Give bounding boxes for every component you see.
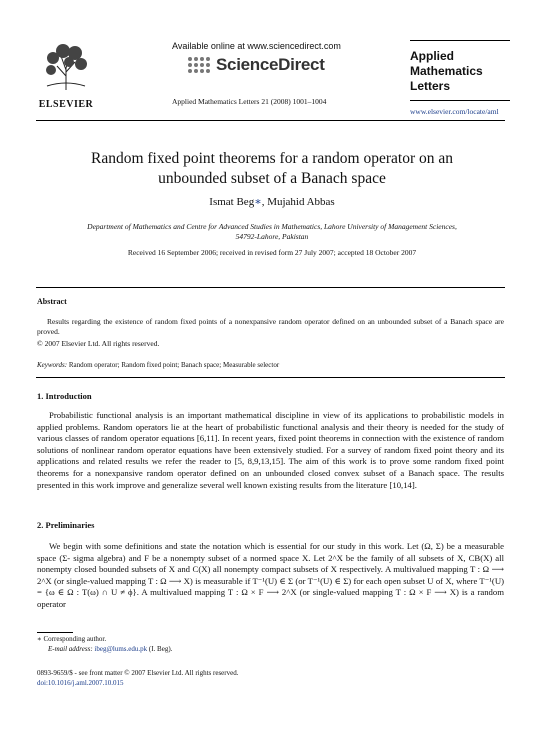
journal-url-link[interactable]: www.elsevier.com/locate/aml bbox=[410, 107, 499, 116]
affiliation-line-2: 54792-Lahore, Pakistan bbox=[235, 232, 309, 241]
footnote-text: Corresponding author. bbox=[41, 635, 107, 643]
header-rule bbox=[36, 120, 505, 121]
preliminaries-body bbox=[37, 541, 504, 611]
preliminaries-paragraph: We begin with some definitions and state the notation which is essential for our study in this work. Let (Ω, Σ) be a measurable space (Σ- sigma algebra) and F be a nonempty subset of a normed space X. Let 2^X be the family of all subsets of X, CB(X) all nonempty closed bounded subsets of X and C(X) all nonempty compact subsets of X respectively. A multivalued mapping T : Ω ⟶ 2^X (or single-valued mapping T : Ω ⟶ X) is measurable if T⁻¹(U) ∈ Σ (or T⁻¹(U) ∈ Σ) for each open subset U of X, where T⁻¹(U) = {ω ∈ Ω : T(ω) ∩ U ≠ ϕ}. A multivalued mapping T : Ω × F ⟶ 2^X (or single-valued mapping T : Ω × F ⟶ X) is a random operator bbox=[37, 541, 504, 609]
elsevier-wordmark: ELSEVIER bbox=[38, 99, 94, 110]
article-title bbox=[40, 149, 504, 189]
abstract-text: Results regarding the existence of random fixed points of a nonexpansive random operator defined on an unbounded subset of a Banach space are proved. bbox=[37, 317, 504, 336]
abstract-bottom-rule bbox=[36, 377, 505, 378]
doi-link[interactable]: doi:10.1016/j.aml.2007.10.015 bbox=[37, 679, 124, 687]
email-label: E-mail address: bbox=[48, 645, 93, 653]
available-online-text: Available online at www.sciencedirect.com bbox=[172, 41, 341, 51]
affiliation bbox=[50, 222, 494, 242]
introduction-paragraph: Probabilistic functional analysis is an important mathematical discipline in view of its applications to probabilistic models in applied problems. Random operators lie at the heart of probabilistic functional analysis and their theory is needed for the study of various classes of random operator equations [6,11]. In recent years, fixed point theorems in connection with the existence of random solutions of nonlinear random operator equations have been extensively studied. For a survey of random fixed point theory and its applications and related results we refer the reader to [5, 8,9,13,15]. The aim of this work is to prove some random fixed point theorems for a nonexpansive random operator defined on an unbounded closed convex subset of a Banach space. The results presented in this work improve and generalize several well known existing results from the literature [10,14]. bbox=[37, 410, 504, 490]
journal-title-line-2: Mathematics bbox=[410, 64, 483, 78]
footnote-mark: ∗ bbox=[37, 635, 42, 643]
issn-line: 0893-9659/$ - see front matter © 2007 Elsevier Ltd. All rights reserved. bbox=[37, 669, 239, 677]
abstract-heading: Abstract bbox=[37, 297, 67, 306]
abstract-top-rule bbox=[36, 287, 505, 288]
received-dates: Received 16 September 2006; received in revised form 27 July 2007; accepted 18 October 2007 bbox=[127, 248, 417, 257]
footnote-rule bbox=[37, 632, 73, 633]
elsevier-tree-icon bbox=[39, 42, 93, 92]
section-heading-introduction: 1. Introduction bbox=[37, 391, 92, 401]
corresponding-author-link[interactable]: ∗ bbox=[254, 196, 262, 208]
sciencedirect-dots-icon bbox=[188, 57, 210, 73]
journal-title-line-3: Letters bbox=[410, 79, 451, 93]
affiliation-line-1: Department of Mathematics and Centre for Advanced Studies in Mathematics, Lahore University of Management Sciences, bbox=[87, 222, 457, 231]
title-line-2: unbounded subset of a Banach space bbox=[158, 170, 386, 187]
introduction-body bbox=[37, 410, 504, 491]
sciencedirect-logo bbox=[188, 55, 325, 75]
journal-title-line-1: Applied bbox=[410, 49, 454, 63]
keywords-list: Random operator; Random fixed point; Banach space; Measurable selector bbox=[67, 361, 280, 369]
elsevier-logo bbox=[38, 42, 94, 110]
author-name: , Mujahid Abbas bbox=[261, 196, 335, 208]
sciencedirect-wordmark: ScienceDirect bbox=[216, 55, 325, 74]
footnote-email bbox=[48, 645, 172, 653]
journal-citation: Applied Mathematics Letters 21 (2008) 1001–1004 bbox=[172, 97, 327, 106]
journal-title-box bbox=[410, 40, 510, 101]
email-link[interactable]: ibeg@lums.edu.pk bbox=[94, 645, 148, 653]
email-suffix: (I. Beg). bbox=[147, 645, 173, 653]
footnote-corresponding bbox=[37, 635, 106, 643]
section-heading-preliminaries: 2. Preliminaries bbox=[37, 520, 95, 530]
author-list bbox=[40, 195, 504, 208]
title-line-1: Random fixed point theorems for a random operator on an bbox=[91, 150, 453, 167]
keywords bbox=[37, 361, 279, 369]
author-name: Ismat Beg bbox=[209, 196, 255, 208]
abstract-copyright: © 2007 Elsevier Ltd. All rights reserved. bbox=[37, 339, 160, 348]
keywords-label: Keywords: bbox=[37, 361, 68, 369]
